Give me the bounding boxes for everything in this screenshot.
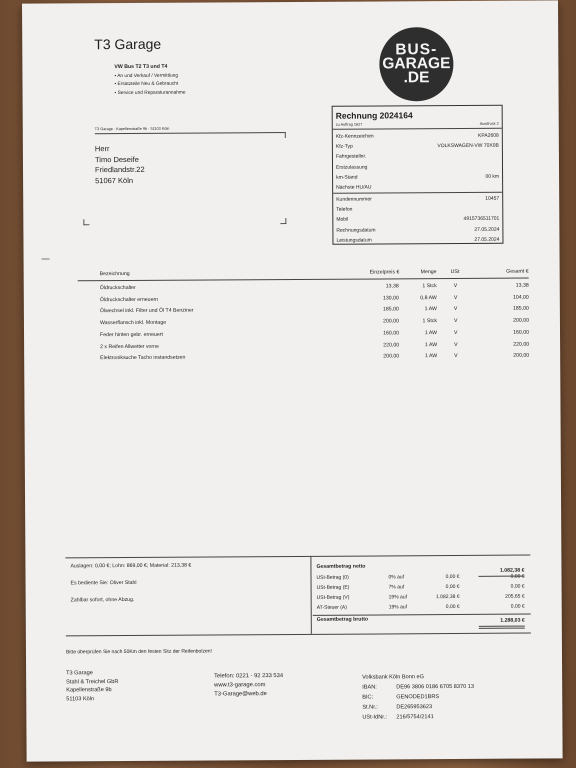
recipient-name: Timo Deseife [94,154,139,164]
item-unit-price: 13,38 [385,283,399,290]
tax-base: 0,00 € [445,603,460,611]
item-total: 104,00 [512,294,529,301]
item-quantity: 1 AW [424,306,437,313]
bank-value: GENODED1BRS [396,694,440,701]
item-tax-code: V [453,318,458,325]
bank-value: DE265953623 [396,704,433,711]
recipient-street: Friedlandstr.22 [94,164,145,175]
logo-line: GARAGE [382,55,451,73]
item-total: 220,00 [513,341,530,348]
window-mark [83,219,89,225]
tax-base: 0,00 € [445,573,460,581]
header-quantity: Menge [420,269,437,276]
header-description: Bezeichnung [99,270,130,278]
bank-label: USt-IdNr.: [362,714,387,721]
net-total-label: Gesamtbetrag netto [316,563,366,570]
tax-label: USt-Betrag (E) [316,584,350,591]
bank-row [362,714,512,722]
window-mark [280,218,286,224]
gross-divider [313,614,531,616]
item-unit-price: 200,00 [383,318,399,325]
logo-line: BUS- [395,41,438,59]
tax-row [316,574,524,582]
footer-contact [214,672,283,699]
recipient-address [95,144,145,186]
info-row [336,143,499,151]
sender-line: T3 Garage · Kapellenstraße 9b · 51103 Köln [94,126,170,132]
info-row [336,184,499,192]
item-tax-code: V [453,294,458,301]
item-total: 13,38 [515,282,529,289]
item-quantity: 1 AW [424,341,438,348]
tax-amount: 205,65 € [505,593,525,600]
company-subtitle: VW Bus T2 T3 und T4 [114,63,168,71]
footer-line: Kapellenstraße 9b [66,687,112,694]
header-tax: USt [450,268,460,276]
info-value: KPA2608 [478,132,499,139]
info-label: Erstzulassung [335,164,368,171]
tax-amount: 0,00 € [510,583,525,590]
info-label: km-Stand [336,174,358,181]
recipient-city: 51067 Köln [95,175,134,185]
bank-name: Volksbank Köln Bonn eG [362,674,425,681]
tax-label: AT-Steuer (A) [316,604,347,611]
bank-value: DE96 3806 0186 6705 8370 13 [396,683,474,691]
service-item: • Service und Reparaturannahme [114,90,186,96]
item-total: 200,00 [513,317,529,324]
item-quantity: 1 AW [424,329,438,336]
item-tax-code: V [454,341,458,348]
header-unit-price: Einzelpreis € [369,269,400,276]
info-label: Kundennummer [336,196,372,203]
bank-row [362,704,512,712]
info-value: 00 km [485,173,500,180]
item-quantity: 1 Stck [422,318,437,325]
info-row [336,216,499,224]
item-description: Öldruckschalter [99,284,136,292]
item-quantity: 1 Stck [422,283,437,290]
bank-label: St.Nr.: [362,704,378,711]
table-row [78,329,529,339]
bus-garage-logo [379,27,453,101]
payment-terms: Zahlbar sofort, ohne Abzug. [70,596,135,604]
info-row [336,237,499,245]
table-row [78,318,529,328]
item-tax-code: V [453,282,458,290]
gross-total-label: Gesamtbetrag brutto [316,616,369,623]
table-row [78,283,529,293]
tax-rate: 19% auf [388,594,408,601]
item-tax-code: V [453,306,458,313]
fold-mark [42,258,50,259]
summary-bottom-line [66,633,531,637]
footer-address [66,669,118,704]
box-divider [333,128,502,130]
company-name: T3 Garage [94,35,162,53]
footer-phone: Telefon: 0221 - 92 233 534 [214,673,284,680]
summary-top-line [65,555,530,559]
table-row [78,306,529,316]
item-description: Feder hinten gebr. erneuert [100,331,163,338]
sender-divider [95,132,285,134]
tax-base: 1.082,38 € [435,593,460,601]
tax-label: USt-Betrag (V) [316,594,350,601]
tax-row [317,584,525,592]
info-value: 10457 [485,195,500,202]
served-by: Es bediente Sie: Oliver Stahl [70,579,137,587]
logo-line: .DE [403,69,430,87]
item-tax-code: V [454,353,458,360]
header-total: Gesamt € [506,268,529,275]
info-row [336,153,499,161]
item-total: 185,00 [512,305,529,313]
net-total-value: 1.082,38 € [499,567,525,574]
footer-email: T3-Garage@web.de [214,691,267,698]
item-unit-price: 130,00 [382,295,399,302]
tax-row [317,604,525,612]
info-label: Nächste HU/AU [336,184,372,191]
info-value: VOLKSWAGEN-VW 70X0B [437,142,499,150]
window-mark [280,132,286,138]
box-divider [333,192,502,194]
info-row [336,133,499,141]
bank-row [362,694,512,702]
bank-row [362,684,512,692]
info-row [336,206,499,214]
item-tax-code: V [454,329,458,336]
gross-double-underline [479,628,525,629]
info-row [336,174,499,182]
summary-divider [310,556,311,634]
item-total: 200,00 [513,352,530,359]
cost-breakdown: Auslagen: 0,00 €; Lohn: 869,00 €; Material: 213,38 € [70,562,192,570]
tax-amount: 0,00 € [510,573,525,580]
tire-bolt-notice: Bitte überprüfen Sie nach 50Km den festen Sitz der Reifenbolzen! [65,648,212,656]
item-description: Ölwechsel inkl. Filter und Öl T4 Benziner [99,307,194,315]
info-row [336,226,499,234]
service-item: • Ersatzteile Neu & Gebraucht [114,81,179,88]
item-unit-price: 185,00 [382,306,399,313]
item-description: Elektroniksuche Tacho instandsetzen [100,354,186,362]
company-services [114,73,185,98]
info-row [336,196,499,204]
table-row [78,341,529,351]
bank-label: BIC: [362,694,374,701]
tax-label: USt-Betrag (0) [316,574,349,581]
footer-line: 51103 Köln [66,695,95,703]
info-label: Kfz-Kennzeichen [335,133,374,140]
item-quantity: 1 AW [424,353,438,360]
bank-label: IBAN: [362,684,377,691]
bank-value: 216/5754/2141 [396,714,434,721]
info-value: 27.05.2024 [474,236,500,243]
info-label: Mobil [336,217,349,224]
invoice-title: Rechnung 2024164 [335,110,413,121]
recipient-salutation: Herr [94,144,110,154]
info-label: Fahrgestellnr. [335,153,367,161]
tax-base: 0,00 € [445,583,460,591]
item-quantity: 0,8 AW [420,294,437,301]
order-ref: zu Auftrag 1627 [335,122,363,127]
invoice-paper [22,0,563,761]
gross-total-value: 1.288,03 € [500,617,525,624]
item-unit-price: 160,00 [383,330,400,337]
footer-line: Stahl & Treichel GbR [66,678,119,685]
item-total: 160,00 [513,329,530,336]
table-row [78,294,529,304]
item-description: Öldruckschalter erneuern [99,296,159,303]
item-unit-price: 220,00 [383,341,400,348]
info-label: Kfz-Typ [335,143,353,150]
info-row [336,163,499,171]
footer-website: www.t3-garage.com [214,682,266,689]
info-label: Telefon [336,206,353,213]
tax-rate: 19% auf [388,604,408,611]
info-value: 4915736511701 [463,216,500,223]
copy-label: Ausdruck 2 [479,121,499,126]
tax-rate: 0% auf [388,574,405,581]
info-value: 27.05.2024 [474,226,500,233]
tax-rate: 7% auf [388,584,405,591]
info-label: Rechnungsdatum [336,227,376,234]
invoice-info-box [332,105,504,245]
table-row [78,353,529,363]
service-item: • An und Verkauf / Vermittlung [114,73,179,80]
tax-amount: 0,00 € [510,603,525,610]
item-description: 2 x Reifen Allwetter vorne [100,343,159,350]
footer-line: T3 Garage [66,670,93,677]
item-unit-price: 200,00 [383,353,400,360]
info-label: Leistungsdatum [336,237,372,244]
item-description: Wasserflansch inkl. Montage [99,319,167,327]
tax-row [317,594,525,602]
